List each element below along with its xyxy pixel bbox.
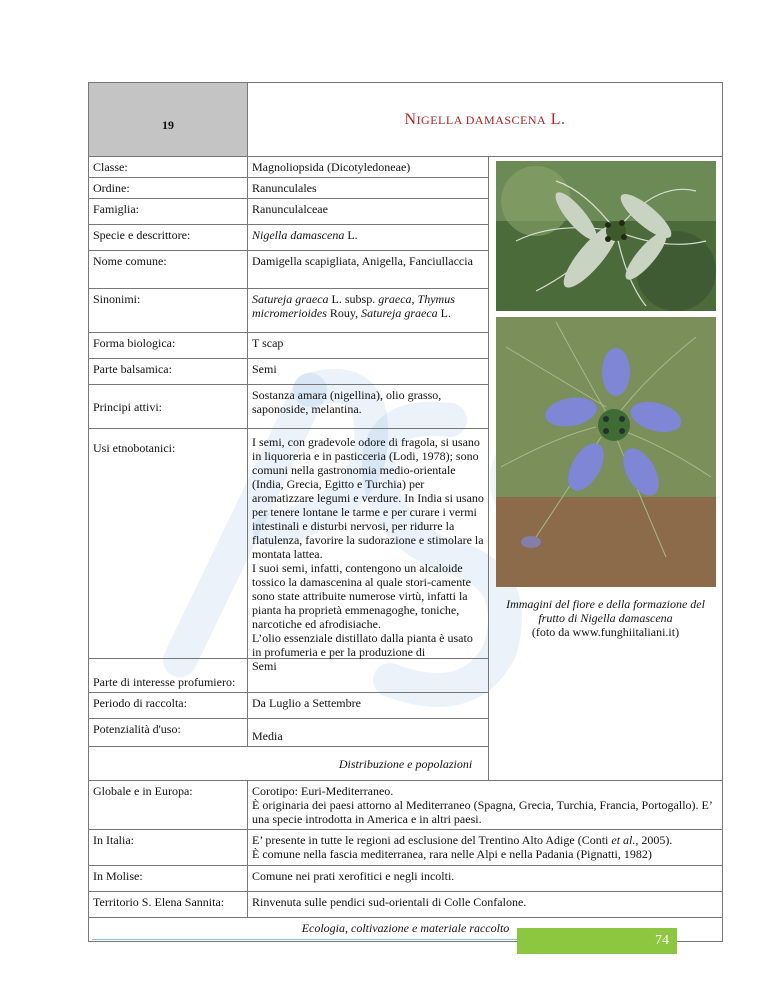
italia-1c: 2005). [638,833,673,847]
label-classe: Classe: [89,157,248,178]
value-territorio: Rinvenuta sulle pendici sud-orientali di Colle Confalone. [248,892,723,918]
syn-6: Rouy, [326,306,362,320]
italia-1a: E’ presente in tutte le regioni ad esclusione del Trentino Alto Adige (Conti [252,833,612,847]
value-potenzialita: Media [248,719,489,747]
label-globale: Globale e in Europa: [89,781,248,830]
value-nome-comune: Damigella scapigliata, Anigella, Fanciullaccia [248,251,489,289]
syn-5: Thymus micromerioides [252,292,455,320]
label-potenzialita: Potenzialità d'uso: [89,719,248,747]
label-parte-balsamica: Parte balsamica: [89,359,248,385]
label-profumiero: Parte di interesse profumiero: [89,659,248,693]
syn-1: Satureja graeca [252,292,329,306]
label-specie: Specie e descrittore: [89,225,248,251]
page-number: 74 [517,928,677,954]
value-parte-balsamica: Semi [248,359,489,385]
usi-par-3: L’olio essenziale distillato dalla pianta è usato in profumeria e per la produzione di [252,631,473,659]
caption-text: Immagini del fiore e della formazione del frutto di [506,597,705,625]
label-ordine: Ordine: [89,178,248,199]
italia-1b: et al., [611,833,639,847]
photo-caption [493,597,718,639]
italia-line-2: È comune nella fascia mediterranea, rara nelle Alpi e nella Padania (Pignatti, 1982) [252,847,652,861]
title-smallcaps: IGELLA DAMASCENA [416,112,547,127]
value-principi-attivi: Sostanza amara (nigellina), olio grasso, saponoside, melantina. [248,385,489,429]
label-nome-comune: Nome comune: [89,251,248,289]
usi-par-2: I suoi semi, infatti, contengono un alcaloide tossico la damascenina al quale stori-camente sono state attribuite numerose virtù, infatti la pianta ha proprietà emmenagoghe, toniche, narcotiche ed afrodisiache. [252,561,471,631]
label-molise: In Molise: [89,866,248,892]
title-author: L. [550,110,566,128]
label-forma-biologica: Forma biologica: [89,333,248,359]
label-sinonimi: Sinonimi: [89,289,248,333]
value-sinonimi [248,289,489,333]
globale-line-2: È originaria dei paesi attorno al Mediterraneo (Spagna, Grecia, Turchia, Francia, Portogallo). E’ una specie introdotta in America e in altri paesi. [252,798,712,826]
label-periodo: Periodo di raccolta: [89,693,248,719]
flower-photo-top [496,161,716,311]
photo-column [489,157,723,781]
label-famiglia: Famiglia: [89,199,248,225]
value-forma-biologica: T scap [248,333,489,359]
label-usi: Usi etnobotanici: [89,429,248,659]
label-italia: In Italia: [89,830,248,866]
value-globale [248,781,723,830]
italia-line-1 [252,833,718,847]
value-ordine: Ranunculales [248,178,489,199]
plant-card-table [88,82,723,942]
title-initial: N [404,110,417,128]
caption-species: Nigella damascena [580,611,673,625]
syn-2: L. subsp. [328,292,379,306]
caption-credit: (foto da www.funghiitaliani.it) [531,625,680,639]
syn-4: , [411,292,418,306]
value-famiglia: Ranunculalceae [248,199,489,225]
usi-par-1: I semi, con gradevole odore di fragola, si usano in liquoreria e in pasticceria (Lodi, 1978); sono comuni nella gastronomia medio-orientale (India, Grecia, Egitto e Turchia) per aromatizzare legumi e verdure. In India si usano per tenere lontane le tarme e per curare i vermi intestinali e disturbi nervosi, per ridurre la flatulenza, favorire la sudorazione e stimolare la montata lattea. [252,435,484,561]
label-territorio: Territorio S. Elena Sannita: [89,892,248,918]
syn-7: Satureja graeca [361,306,438,320]
syn-8: L. [437,306,452,320]
label-principi-attivi: Principi attivi: [89,385,248,429]
value-italia [248,830,723,866]
globale-line-1: Corotipo: Euri-Mediterraneo. [252,784,394,798]
species-title [248,83,723,157]
value-usi [248,429,489,659]
specie-author: L. [344,228,358,242]
syn-3: graeca [378,292,412,306]
card-number: 19 [89,83,248,157]
value-specie [248,225,489,251]
specie-italic: Nigella damascena [252,228,345,242]
value-profumiero: Semi [248,659,489,693]
value-molise: Comune nei prati xerofitici e negli incolti. [248,866,723,892]
value-periodo: Da Luglio a Settembre [248,693,489,719]
flower-photo-bottom [496,317,716,587]
section-distribuzione: Distribuzione e popolazioni [89,747,723,781]
value-classe: Magnoliopsida (Dicotyledoneae) [248,157,489,178]
section-ecologia: Ecologia, coltivazione e materiale raccolto [89,918,723,942]
